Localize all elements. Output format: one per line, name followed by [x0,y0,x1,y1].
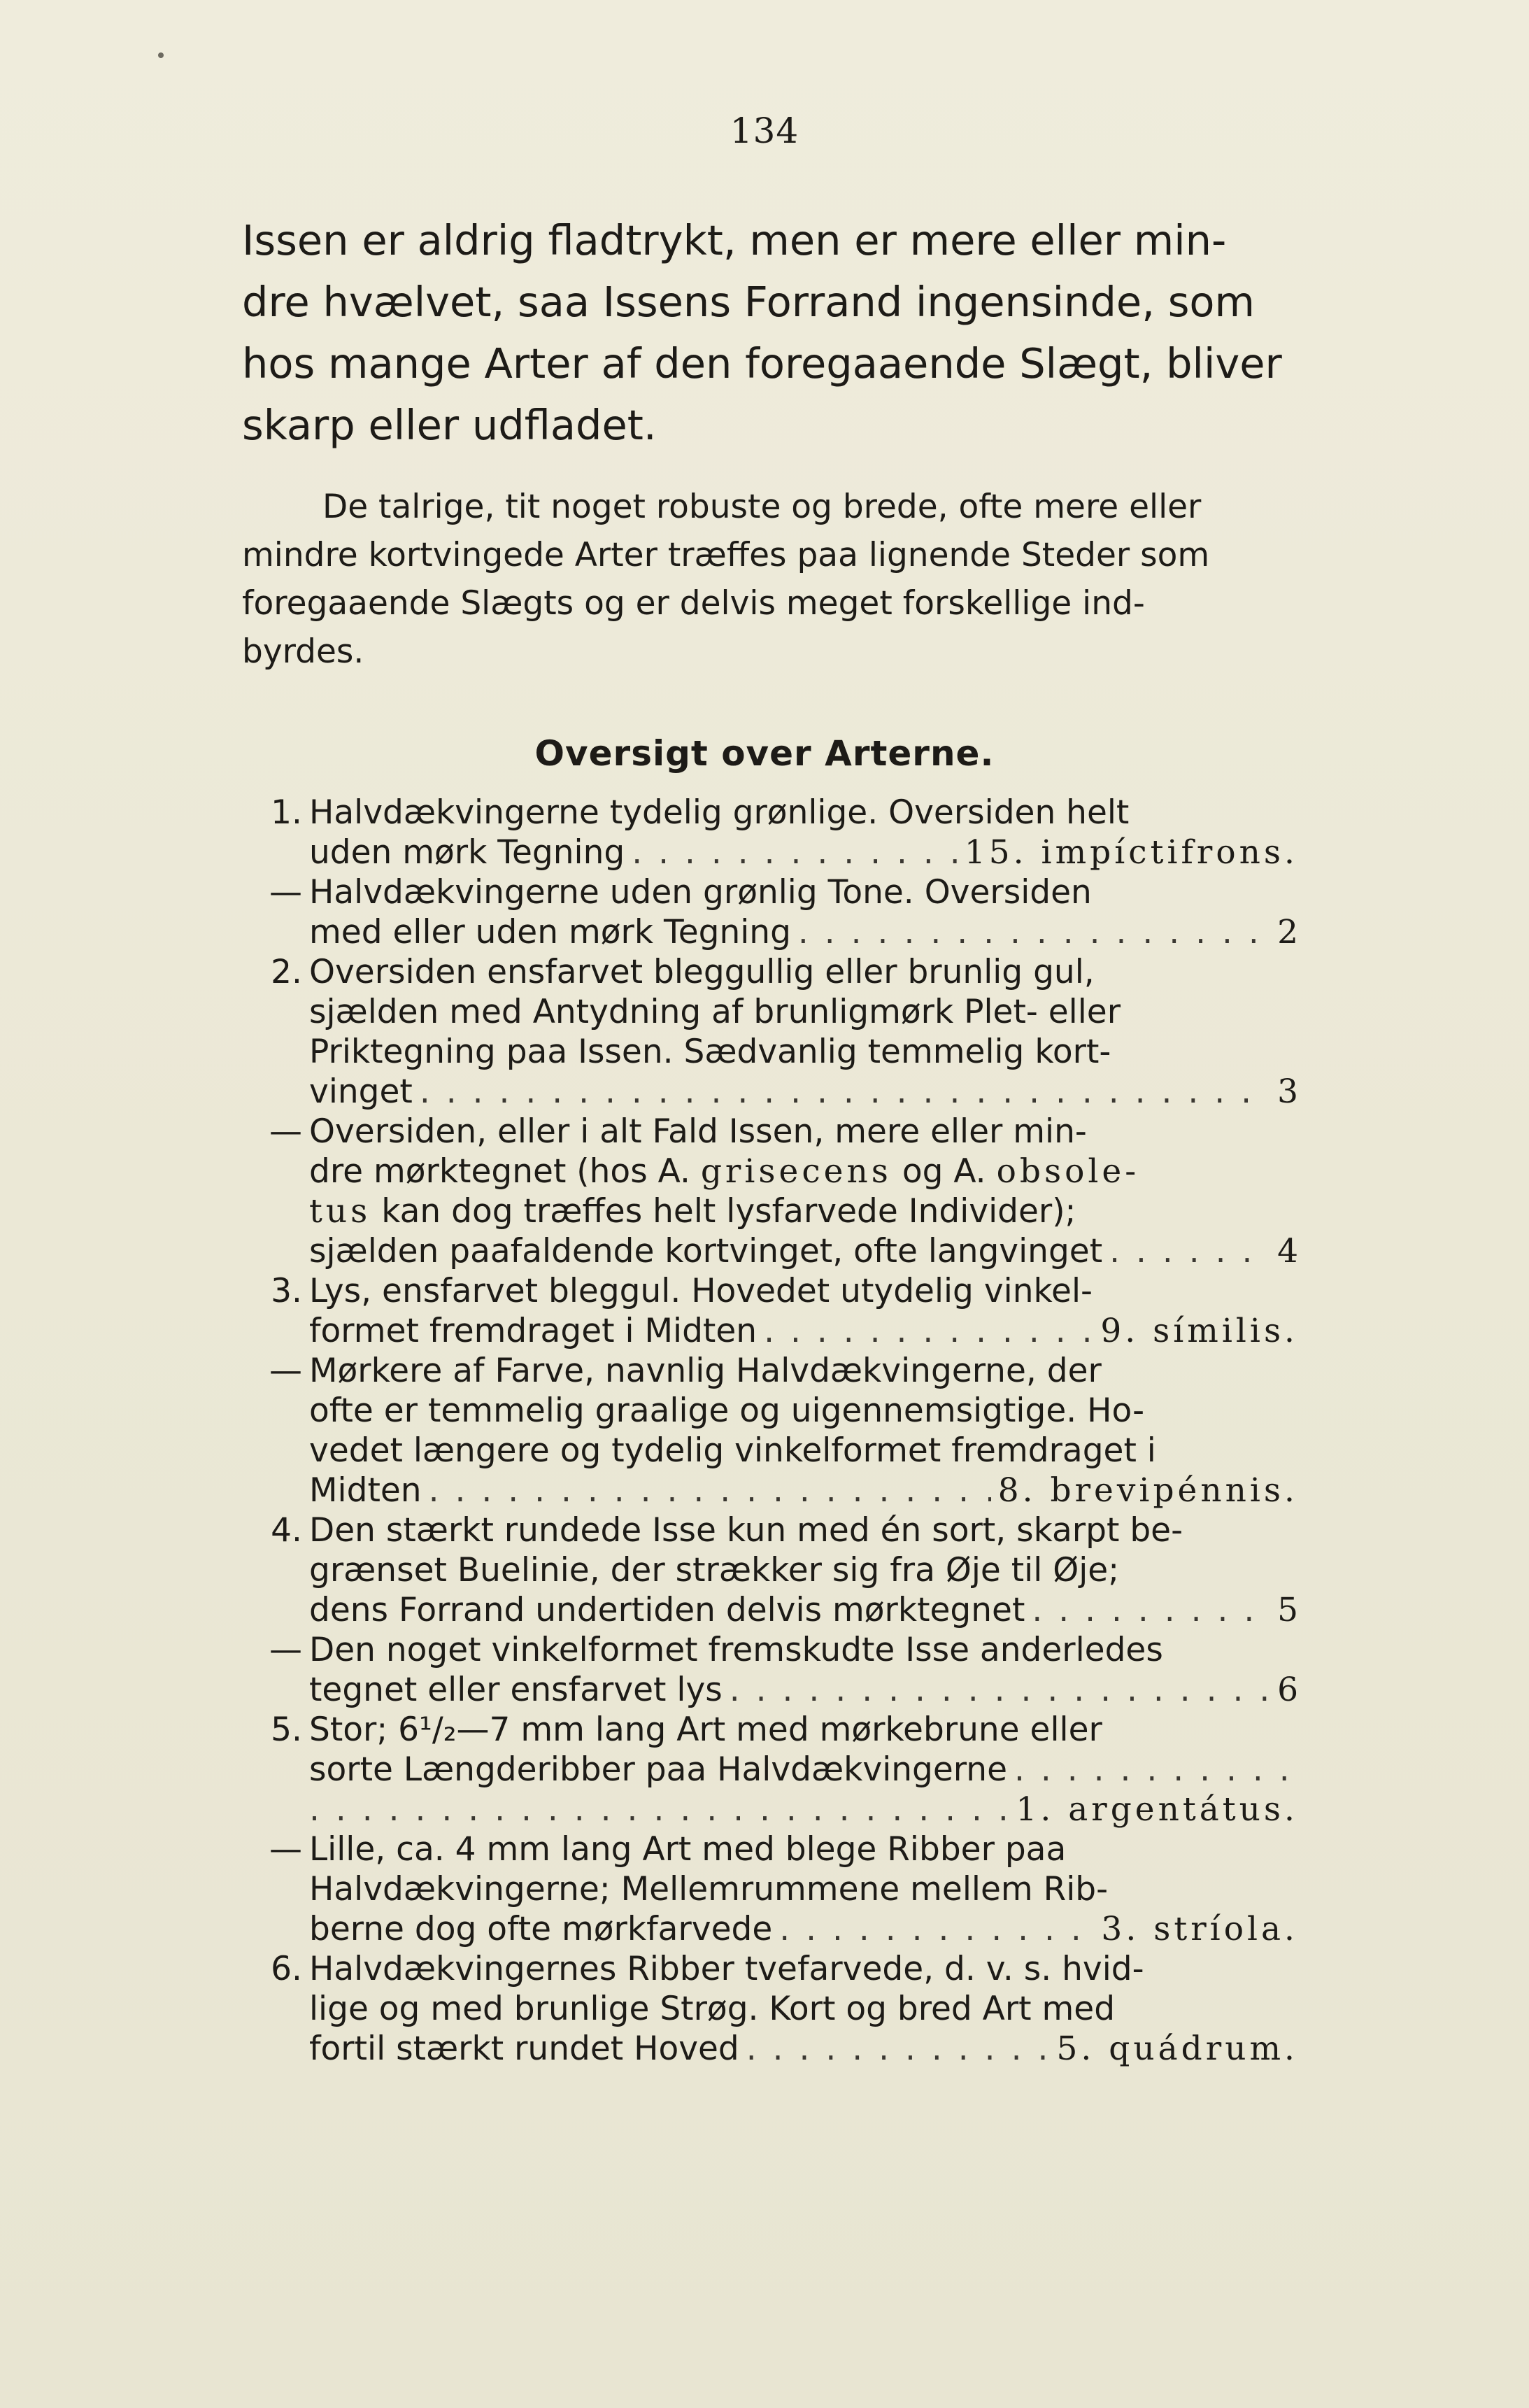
entry-number: 3. [271,1272,302,1310]
entry-text: sorte Længderibber paa Halvdækvingerne [309,1750,1007,1789]
species-name: 8. brevipénnis. [997,1471,1298,1510]
key-entry [242,872,1298,952]
entry-text: Oversiden ensfarvet bleggullig eller brunlig gul, [309,953,1095,991]
entry-text: formet fremdraget i Midten [309,1312,758,1350]
text-line: byrdes. [242,632,364,671]
species-name: 3. stríola. [1101,1910,1298,1948]
entry-text: grænset Buelinie, der strækker sig fra Øje til Øje; [309,1551,1120,1589]
text-line: foregaaende Slægts og er delvis meget forskellige ind- [242,584,1145,623]
entry-text: fortil stærkt rundet Hoved [309,2030,739,2068]
entry-text: vedet længere og tydelig vinkelformet fremdraget i [309,1431,1156,1470]
species-key [242,793,1298,2069]
dot-leader [429,1471,991,1510]
species-name: 5. quádrum. [1056,2030,1298,2068]
entry-text: vinget [309,1072,413,1111]
entry-text-segment: dre mørktegnet (hos A. [309,1152,701,1191]
entry-dash: — [269,1112,302,1151]
dot-leader [1014,1750,1291,1790]
dot-leader [632,833,958,872]
print-speck [158,52,164,58]
dot-leader [746,2029,1050,2069]
species-name: 9. símilis. [1100,1312,1298,1350]
entry-text: uden mørk Tegning [309,833,625,872]
text-line: De talrige, tit noget robuste og brede, ofte mere eller [322,488,1202,526]
entry-text: berne dog ofte mørkfarvede [309,1910,773,1948]
entry-text: tegnet eller ensfarvet lys [309,1671,723,1709]
entry-dash: — [269,1631,302,1669]
entry-dash: — [269,873,302,912]
entry-text: Oversiden, eller i alt Fald Issen, mere eller min- [309,1112,1087,1151]
text-line: Issen er aldrig fladtrykt, men er mere eller min- [242,216,1227,264]
entry-text: lige og med brunlige Strøg. Kort og bred Art med [309,1990,1116,2028]
key-entry [242,1112,1298,1271]
entry-text-segment: kan dog træffes helt lysfarvede Individer); [371,1192,1076,1231]
dot-leader [1109,1231,1270,1271]
entry-text-segment: og A. [891,1152,997,1191]
entry-text: ofte er temmelig graalige og uigennemsigtige. Ho- [309,1391,1145,1430]
dot-leader [730,1670,1270,1710]
dot-leader [764,1311,1093,1351]
couplet-reference: 4 [1277,1232,1298,1270]
text-line: dre hvælvet, saa Issens Forrand ingensinde, som [242,278,1256,326]
entry-text: dens Forrand undertiden delvis mørktegnet [309,1591,1025,1629]
dot-leader [309,1790,1009,1829]
key-entry [242,1710,1298,1829]
dot-leader [1032,1590,1270,1630]
entry-text: Halvdækvingerne tydelig grønlige. Oversiden helt [309,793,1130,832]
entry-text: Stor; 6¹/₂—7 mm lang Art med mørkebrune eller [309,1711,1102,1749]
key-entry [242,952,1298,1112]
entry-text: Midten [309,1471,422,1510]
entry-text: Halvdækvingerne uden grønlig Tone. Oversiden [309,873,1092,912]
key-entry [242,793,1298,872]
entry-text: Halvdækvingernes Ribber tvefarvede, d. v. s. hvid- [309,1950,1144,1988]
species-name-inline: tus [309,1192,371,1231]
entry-text: Den noget vinkelformet fremskudte Isse anderledes [309,1631,1163,1669]
entry-text: Halvdækvingerne; Mellemrummene mellem Rib- [309,1870,1109,1908]
couplet-reference: 6 [1277,1671,1298,1709]
page-number: 134 [730,111,799,151]
entry-dash: — [269,1830,302,1869]
entry-number: 2. [271,953,302,991]
key-entry [242,1351,1298,1510]
key-entry [242,1510,1298,1630]
couplet-reference: 2 [1277,913,1298,951]
dot-leader [420,1072,1270,1112]
entry-number: 6. [271,1950,302,1988]
entry-number: 1. [271,793,302,832]
text-line: hos mange Arter af den foregaaende Slægt, bliver [242,339,1282,388]
description-paragraph [242,483,1368,676]
entry-text: Den stærkt rundede Isse kun med én sort, skarpt be- [309,1511,1183,1550]
entry-dash: — [269,1352,302,1390]
couplet-reference: 3 [1277,1072,1298,1111]
entry-text: Lys, ensfarvet bleggul. Hovedet utydelig vinkel- [309,1272,1093,1310]
key-entry [242,1829,1298,1949]
key-entry [242,1630,1298,1710]
dot-leader [779,1909,1094,1949]
species-name: 1. argentátus. [1016,1790,1298,1829]
species-name-inline: grisecens [700,1152,892,1191]
entry-number: 4. [271,1511,302,1550]
key-entry [242,1271,1298,1351]
entry-text: Mørkere af Farve, navnlig Halvdækvingerne, der [309,1352,1102,1390]
entry-text: med eller uden mørk Tegning [309,913,791,951]
text-line: skarp eller udfladet. [242,401,657,449]
section-heading: Oversigt over Arterne. [534,733,995,774]
species-name-inline: obsole- [996,1152,1140,1191]
text-line: mindre kortvingede Arter træffes paa lignende Steder som [242,536,1210,574]
entry-number: 5. [271,1711,302,1749]
entry-text: sjælden paafaldende kortvinget, ofte langvinget [309,1232,1103,1270]
key-entry [242,1949,1298,2069]
entry-text: sjælden med Antydning af brunligmørk Plet- eller [309,993,1121,1031]
couplet-reference: 5 [1277,1591,1298,1629]
dot-leader [798,912,1270,952]
entry-text: Priktegning paa Issen. Sædvanlig temmelig kort- [309,1033,1111,1071]
species-name: 15. impíctifrons. [964,833,1298,872]
entry-text: Lille, ca. 4 mm lang Art med blege Ribber paa [309,1830,1067,1869]
intro-text [242,210,1368,456]
